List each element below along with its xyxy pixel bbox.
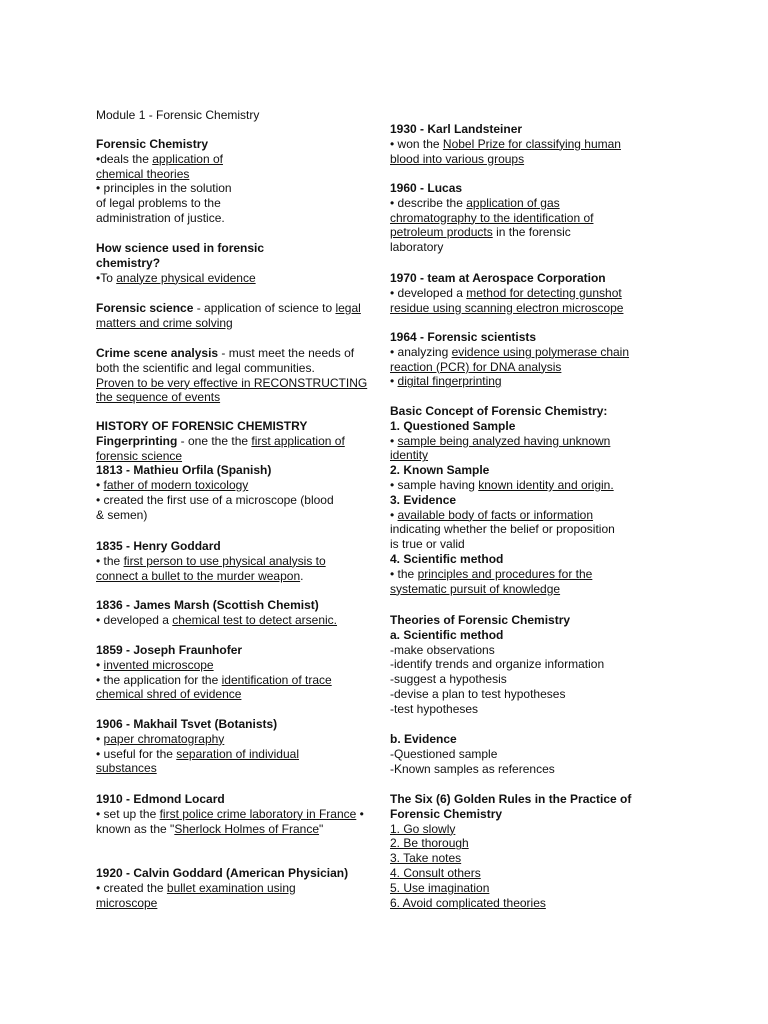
bold-text: 1835 - Henry Goddard — [96, 539, 221, 553]
underlined-text: the sequence of events — [96, 390, 221, 405]
text-line — [390, 211, 655, 226]
underlined-text: 1. Go slowly — [390, 821, 456, 836]
underlined-text: bullet examination using — [166, 880, 296, 895]
text-line — [96, 822, 386, 837]
text-run: • — [96, 478, 104, 493]
text-line — [96, 508, 386, 523]
text-line — [390, 896, 655, 911]
text-line — [390, 866, 655, 881]
text-line — [96, 761, 386, 776]
underlined-text: paper chromatography — [103, 731, 225, 746]
right-section-1 — [390, 181, 655, 255]
right-section-4 — [390, 404, 655, 596]
text-line — [96, 658, 386, 673]
underlined-text: forensic science — [96, 448, 183, 463]
right-section-5 — [390, 613, 655, 717]
left-section-6 — [96, 539, 386, 583]
underlined-text: identification of trace — [221, 672, 332, 687]
text-run: • useful for the — [96, 746, 177, 761]
underlined-text: identity — [390, 448, 429, 463]
text-line — [390, 508, 655, 523]
text-run: • analyzing — [390, 344, 452, 359]
text-line — [390, 822, 655, 837]
left-section-9 — [96, 717, 386, 776]
bold-text: Crime scene analysis — [96, 346, 219, 360]
text-line — [96, 539, 386, 554]
text-run: • sample having — [390, 477, 479, 492]
text-line — [390, 330, 655, 345]
underlined-text: petroleum products — [390, 225, 493, 240]
bold-text: b. Evidence — [390, 732, 457, 746]
text-line — [96, 361, 386, 376]
text-line — [390, 301, 655, 316]
underlined-text: application of gas — [466, 195, 560, 210]
text-line — [96, 390, 386, 405]
text-run: • the — [96, 553, 124, 568]
text-line — [96, 434, 386, 449]
underlined-text: digital fingerprinting — [397, 374, 502, 389]
bold-text: 1813 - Mathieu Orfila (Spanish) — [96, 463, 272, 478]
text-run: laboratory — [390, 240, 444, 255]
text-run: in the forensic — [492, 225, 571, 240]
text-line — [96, 687, 386, 702]
underlined-text: 4. Consult others — [390, 865, 481, 880]
text-run: -make observations — [390, 642, 495, 657]
text-run: -Known samples as references — [390, 761, 555, 776]
text-line — [390, 702, 655, 717]
underlined-text: evidence using polymerase chain — [451, 344, 630, 359]
bold-text: chemistry? — [96, 255, 161, 270]
text-line — [390, 582, 655, 597]
underlined-text: analyze physical evidence — [116, 270, 256, 285]
text-run: - must meet the needs of — [218, 346, 355, 360]
underlined-text: separation of individual — [176, 746, 299, 761]
text-line — [96, 747, 386, 762]
text-line — [96, 881, 386, 896]
text-line — [390, 196, 655, 211]
text-line — [96, 613, 386, 628]
underlined-text: chromatography to the identification of — [390, 210, 594, 225]
text-run: -suggest a hypothesis — [390, 672, 507, 687]
text-line — [390, 807, 655, 822]
text-run: • created the first use of a microscope (blood — [96, 492, 334, 507]
text-line — [96, 108, 386, 123]
text-run: • principles in the solution — [96, 181, 232, 196]
text-line — [390, 613, 655, 628]
text-run: -test hypotheses — [390, 701, 479, 716]
text-run: • — [390, 433, 398, 448]
text-line — [390, 225, 655, 240]
right-section-3 — [390, 330, 655, 389]
text-line — [96, 569, 386, 584]
underlined-text: microscope — [96, 895, 158, 910]
text-line — [96, 866, 386, 881]
underlined-text: connect a bullet to the murder weapon — [96, 568, 301, 583]
bold-text: 1. Questioned Sample — [390, 418, 516, 433]
text-line — [390, 404, 655, 419]
text-line — [96, 181, 386, 196]
text-line — [96, 152, 386, 167]
text-line — [96, 673, 386, 688]
text-line — [390, 345, 655, 360]
text-line — [96, 346, 386, 361]
underlined-text: sample being analyzed having unknown — [397, 433, 611, 448]
right-section-6 — [390, 732, 655, 776]
text-line — [390, 286, 655, 301]
text-run: of legal problems to the — [96, 196, 221, 211]
text-line — [96, 717, 386, 732]
underlined-text: Nobel Prize for classifying human — [442, 136, 621, 151]
text-run: • won the — [390, 136, 443, 151]
bold-text: 1970 - team at Aerospace Corporation — [390, 271, 606, 285]
text-line — [96, 271, 386, 286]
right-section-7 — [390, 792, 655, 910]
text-run: is true or valid — [390, 537, 465, 552]
text-line — [390, 419, 655, 434]
text-run: . — [300, 568, 304, 583]
text-run: -devise a plan to test hypotheses — [390, 686, 566, 701]
text-line — [390, 732, 655, 747]
left-section-11 — [96, 866, 386, 910]
bold-text: Fingerprinting — [96, 433, 178, 448]
text-line — [390, 463, 655, 478]
text-run: Module 1 - Forensic Chemistry — [96, 108, 260, 122]
left-section-4 — [96, 346, 386, 405]
text-line — [96, 167, 386, 182]
underlined-text: reaction (PCR) for DNA analysis — [390, 359, 562, 374]
text-line — [96, 463, 386, 478]
text-run: & semen) — [96, 507, 148, 522]
text-run: •To — [96, 270, 117, 285]
text-line — [390, 851, 655, 866]
right-section-2 — [390, 271, 655, 315]
bold-text: 1964 - Forensic scientists — [390, 330, 537, 344]
right-section-0 — [390, 122, 655, 166]
text-run: -Questioned sample — [390, 746, 498, 761]
text-run: • — [356, 806, 364, 821]
bold-text: 1910 - Edmond Locard — [96, 792, 225, 806]
left-section-3 — [96, 301, 386, 331]
underlined-text: matters and crime solving — [96, 315, 233, 330]
text-line — [390, 360, 655, 375]
text-line — [96, 643, 386, 658]
text-run: • set up the — [96, 806, 160, 821]
underlined-text: invented microscope — [103, 657, 214, 672]
text-line — [96, 807, 386, 822]
text-run: • — [390, 507, 398, 522]
bold-text: Theories of Forensic Chemistry — [390, 613, 571, 627]
bold-text: Forensic Chemistry — [96, 137, 209, 151]
underlined-text: chemical shred of evidence — [96, 687, 242, 702]
underlined-text: 5. Use imagination — [390, 880, 490, 895]
text-line — [96, 792, 386, 807]
text-line — [390, 271, 655, 286]
left-section-2 — [96, 241, 386, 285]
bold-text: 4. Scientific method — [390, 551, 504, 566]
text-line — [96, 376, 386, 391]
underlined-text: principles and procedures for the — [417, 566, 593, 581]
text-run: • — [390, 374, 398, 389]
text-line — [390, 122, 655, 137]
text-run: known as the " — [96, 821, 175, 836]
text-run: - one the the — [177, 433, 252, 448]
left-section-1 — [96, 137, 386, 226]
underlined-text: first application of — [251, 433, 345, 448]
bold-text: 1836 - James Marsh (Scottish Chemist) — [96, 598, 319, 612]
bold-text: Forensic science — [96, 301, 194, 315]
text-run: " — [319, 821, 324, 836]
text-line — [96, 211, 386, 226]
text-line — [390, 567, 655, 582]
text-run: both the scientific and legal communities. — [96, 360, 315, 375]
text-line — [390, 493, 655, 508]
text-run: • the — [390, 566, 418, 581]
underlined-text: first person to use physical analysis to — [123, 553, 326, 568]
text-run: • the application for the — [96, 672, 222, 687]
text-line — [96, 137, 386, 152]
text-run: •deals the — [96, 151, 153, 166]
bold-text: The Six (6) Golden Rules in the Practice of — [390, 792, 632, 806]
bold-text: a. Scientific method — [390, 627, 504, 642]
text-line — [390, 628, 655, 643]
text-run: -identify trends and organize information — [390, 657, 605, 672]
text-line — [390, 478, 655, 493]
text-run: • — [96, 657, 104, 672]
left-section-8 — [96, 643, 386, 702]
text-line — [96, 598, 386, 613]
text-line — [390, 643, 655, 658]
text-line — [390, 374, 655, 389]
text-line — [390, 836, 655, 851]
text-run: • developed a — [390, 285, 467, 300]
underlined-text: legal — [335, 301, 361, 315]
left-section-10 — [96, 792, 386, 836]
left-section-5 — [96, 419, 386, 523]
bold-text: 1960 - Lucas — [390, 181, 463, 195]
bold-text: 2. Known Sample — [390, 463, 490, 478]
text-line — [390, 657, 655, 672]
text-line — [390, 792, 655, 807]
text-line — [96, 419, 386, 434]
text-line — [390, 448, 655, 463]
text-line — [390, 152, 655, 167]
text-run: indicating whether the belief or proposition — [390, 522, 615, 537]
bold-text: 1920 - Calvin Goddard (American Physician) — [96, 866, 349, 880]
text-run: • created the — [96, 880, 167, 895]
left-section-7 — [96, 598, 386, 628]
text-line — [390, 552, 655, 567]
bold-text: 3. Evidence — [390, 492, 457, 507]
underlined-text: systematic pursuit of knowledge — [390, 581, 561, 596]
text-line — [390, 762, 655, 777]
bold-text: Basic Concept of Forensic Chemistry: — [390, 404, 608, 418]
bold-text: 1906 - Makhail Tsvet (Botanists) — [96, 717, 278, 731]
text-line — [96, 896, 386, 911]
text-line — [96, 241, 386, 256]
bold-text: HISTORY OF FORENSIC CHEMISTRY — [96, 419, 308, 433]
underlined-text: application of — [152, 151, 223, 166]
text-line — [96, 196, 386, 211]
underlined-text: chemical test to detect arsenic. — [172, 612, 338, 627]
underlined-text: substances — [96, 761, 157, 776]
underlined-text: known identity and origin. — [478, 477, 614, 492]
text-line — [390, 240, 655, 255]
text-line — [96, 316, 386, 331]
text-line — [96, 478, 386, 493]
text-line — [390, 672, 655, 687]
left-section-0 — [96, 108, 386, 123]
text-line — [390, 434, 655, 449]
text-line — [390, 747, 655, 762]
text-run: • describe the — [390, 195, 467, 210]
text-line — [96, 449, 386, 464]
text-line — [390, 687, 655, 702]
underlined-text: Proven to be very effective in RECONSTRUCTING — [96, 375, 368, 390]
bold-text: 1859 - Joseph Fraunhofer — [96, 643, 243, 657]
underlined-text: chemical theories — [96, 166, 190, 181]
bold-text: How science used in forensic — [96, 241, 265, 255]
text-line — [390, 881, 655, 896]
text-line — [390, 137, 655, 152]
text-line — [390, 181, 655, 196]
text-run: • — [96, 731, 104, 746]
text-line — [390, 522, 655, 537]
underlined-text: 2. Be thorough — [390, 836, 469, 851]
text-line — [390, 537, 655, 552]
underlined-text: 3. Take notes — [390, 851, 462, 866]
text-line — [96, 256, 386, 271]
underlined-text: 6. Avoid complicated theories — [390, 895, 546, 910]
text-run: - application of science to — [193, 301, 336, 315]
underlined-text: method for detecting gunshot — [466, 285, 622, 300]
bold-text: Forensic Chemistry — [390, 806, 503, 821]
text-line — [96, 493, 386, 508]
underlined-text: residue using scanning electron microscope — [390, 300, 624, 315]
text-run: administration of justice. — [96, 210, 225, 225]
text-line — [96, 301, 386, 316]
underlined-text: blood into various groups — [390, 151, 525, 166]
underlined-text: father of modern toxicology — [103, 478, 249, 493]
underlined-text: first police crime laboratory in France — [159, 806, 357, 821]
text-line — [96, 554, 386, 569]
text-run: • developed a — [96, 612, 173, 627]
text-line — [96, 732, 386, 747]
bold-text: 1930 - Karl Landsteiner — [390, 122, 523, 136]
underlined-text: Sherlock Holmes of France — [174, 821, 320, 836]
underlined-text: available body of facts or information — [397, 507, 593, 522]
